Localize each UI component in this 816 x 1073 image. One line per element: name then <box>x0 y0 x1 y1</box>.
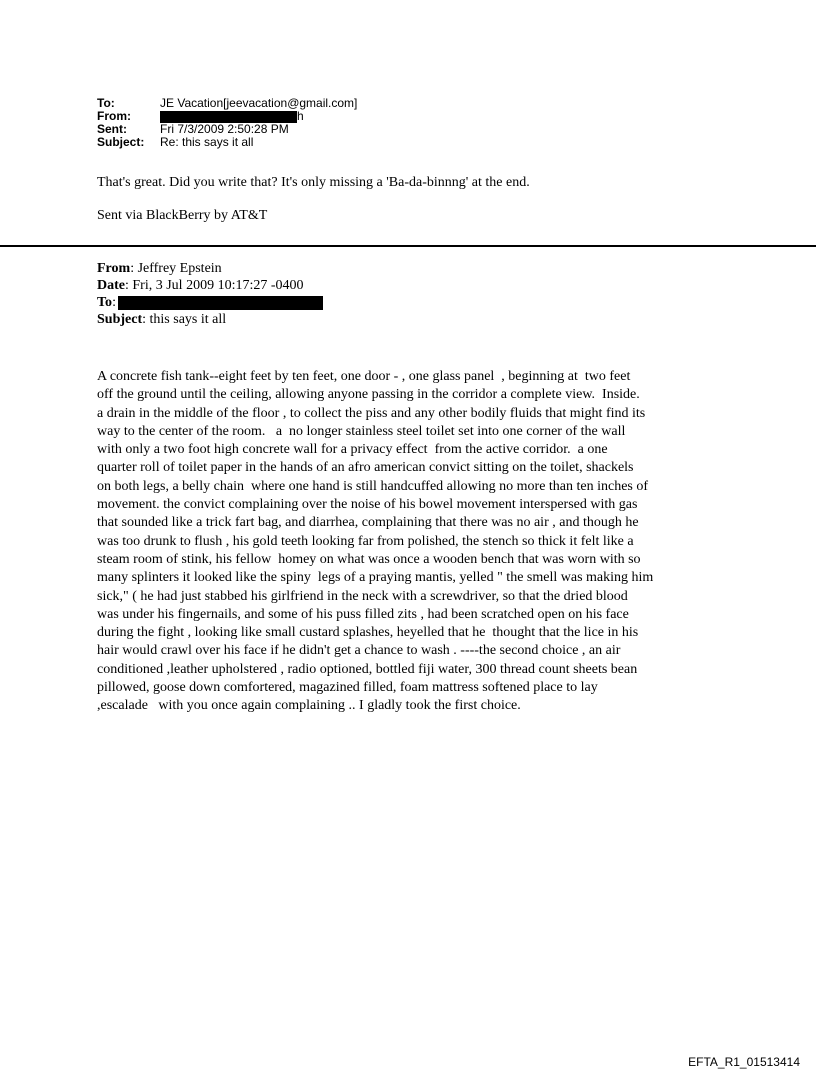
fwd-subject-label: Subject <box>97 312 143 327</box>
redaction-bar <box>160 111 297 123</box>
body-line: quarter roll of toilet paper in the hands of an afro american convict sitting on the toilet, shackels <box>97 460 634 476</box>
body-line: conditioned ,leather upholstered , radio optioned, bottled fiji water, 300 thread count sheets bean <box>97 661 638 677</box>
subject-row <box>97 136 357 149</box>
from-tail: h <box>297 109 304 123</box>
body-line: many splinters it looked like the spiny legs of a praying mantis, yelled " the smell was making him <box>97 570 654 586</box>
body-line: A concrete fish tank--eight feet by ten feet, one door - , one glass panel , beginning at two feet <box>97 369 631 384</box>
body-line: off the ground until the ceiling, allowing anyone passing in the corridor a complete view. Inside. <box>97 387 640 403</box>
to-value: JE Vacation[jeevacation@gmail.com] <box>160 96 358 110</box>
body-line: pillowed, goose down comfortered, magazined filled, foam mattress softened place to lay <box>97 680 598 696</box>
body-line: sick," ( he had just stabbed his girlfriend in the neck with a screwdriver, so that the dried blood <box>97 588 628 604</box>
subject-label: Subject: <box>97 135 145 149</box>
email-header <box>97 97 357 149</box>
body-line: a drain in the middle of the floor , to collect the piss and any other bodily fluids that might find its <box>97 405 646 421</box>
body-line: was under his fingernails, and some of his puss filled zits , had been scratched open on his face <box>97 606 629 622</box>
fwd-to-colon: : <box>112 295 116 310</box>
sent-label: Sent: <box>97 122 127 136</box>
body-line: way to the center of the room. a no longer stainless steel toilet set into one corner of the wall <box>97 423 626 439</box>
message-divider <box>0 245 816 247</box>
fwd-date-label: Date <box>97 278 125 293</box>
forwarded-header <box>97 260 323 328</box>
reply-signature: Sent via BlackBerry by AT&T <box>97 208 268 223</box>
fwd-subject-row <box>97 311 323 328</box>
body-line: movement. the convict complaining over the noise of his bowel movement interspersed with gas <box>97 497 638 513</box>
message-body <box>97 368 737 716</box>
fwd-to-row <box>97 294 323 311</box>
fwd-date-row <box>97 277 323 294</box>
reply-text: That's great. Did you write that? It's only missing a 'Ba-da-binnng' at the end. <box>97 175 530 190</box>
sent-value: Fri 7/3/2009 2:50:28 PM <box>160 122 289 136</box>
fwd-date-value: : Fri, 3 Jul 2009 10:17:27 -0400 <box>125 278 304 293</box>
fwd-to-label: To <box>97 295 113 310</box>
body-line: on both legs, a belly chain where one hand is still handcuffed allowing no more than ten inches of <box>97 478 649 494</box>
redaction-bar <box>118 296 323 310</box>
body-line: ,escalade with you once again complaining .. I gladly took the first choice. <box>97 698 521 714</box>
body-line: with only a two foot high concrete wall for a privacy effect from the active corridor. a one <box>97 442 608 458</box>
to-label: To: <box>97 96 115 110</box>
fwd-from-row <box>97 260 323 277</box>
fwd-subject-value: : this says it all <box>142 312 227 327</box>
subject-value: Re: this says it all <box>160 135 254 149</box>
body-line: during the fight , looking like small custard splashes, heyelled that he thought that the lice in his <box>97 625 639 641</box>
to-row <box>97 97 357 110</box>
fwd-from-value: : Jeffrey Epstein <box>130 261 222 276</box>
fwd-from-label: From <box>97 261 131 276</box>
document-id: EFTA_R1_01513414 <box>688 1055 800 1069</box>
body-line: steam room of stink, his fellow homey on what was once a wooden bench that was worn with so <box>97 551 641 567</box>
body-line: was too drunk to flush , his gold teeth looking far from polished, the stench so thick it felt like a <box>97 533 634 549</box>
body-line: that sounded like a trick fart bag, and diarrhea, complaining that there was no air , and though he <box>97 515 639 531</box>
body-line: hair would crawl over his face if he didn't get a chance to wash . ----the second choice , an air <box>97 643 621 659</box>
from-label: From: <box>97 109 131 123</box>
